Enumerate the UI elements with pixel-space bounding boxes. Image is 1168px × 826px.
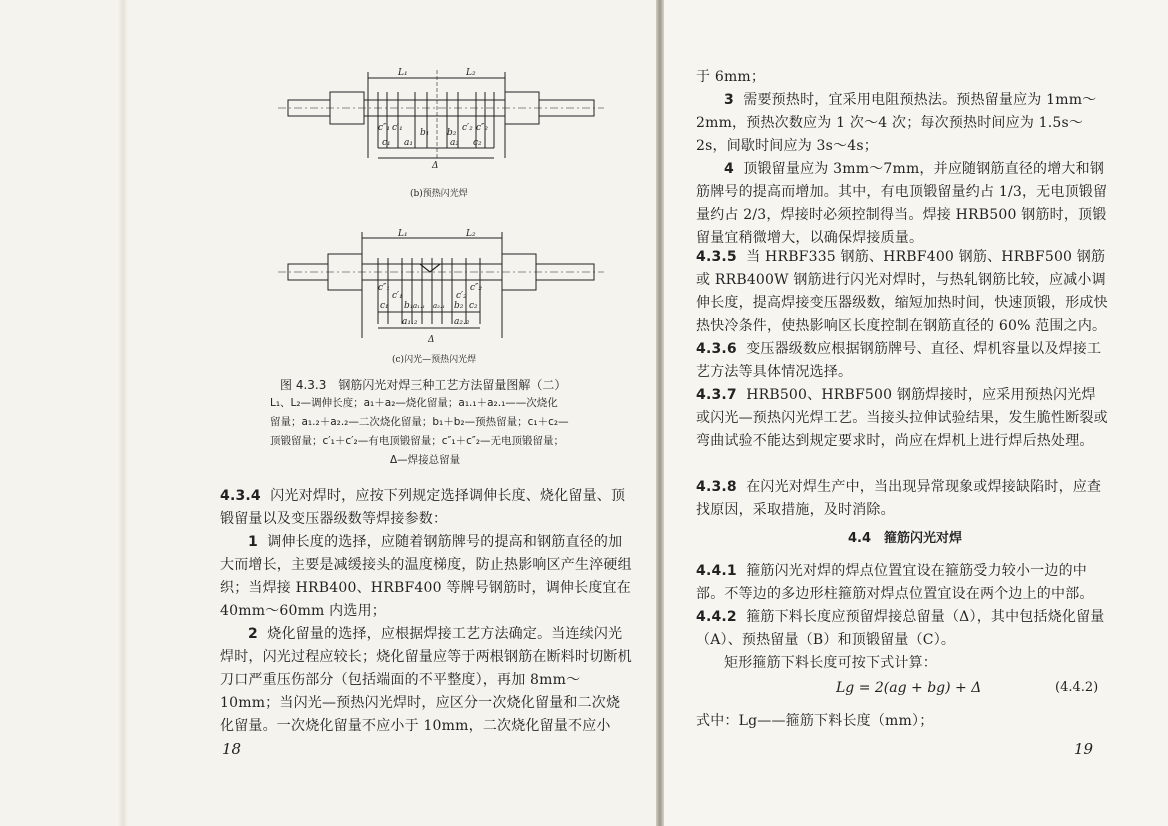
label-c1p-c: c′₁ — [392, 291, 403, 301]
item-3 — [696, 89, 1108, 158]
label-delta-c: Δ — [428, 335, 435, 345]
item-1 — [220, 531, 632, 623]
item-text: 烧化留量的选择，应根据焊接工艺方法确定。当连续闪光焊时，闪光过程应较长；烧化留量应等于两根钢筋在断料时切断机刀口严重压伤部分（包括端面的不平整度），再加 8mm～10mm；当闪光—预热闪光焊时，应区分一次烧化留量和二次烧化留量。一次烧化留量不应小于 10mm，二次烧化留量不应小 — [220, 626, 632, 734]
section-heading: 4.4 箍筋闪光对焊 — [848, 531, 963, 546]
clause-text: 箍筋闪光对焊的焊点位置宜设在箍筋受力较小一边的中部。不等边的多边形柱箍筋对焊点位置宜设在两个边上的中部。 — [696, 563, 1094, 602]
formula: Lg = 2(ag + bg) + Δ — [836, 680, 982, 696]
figure-c-diagram — [270, 228, 610, 358]
clause-text: 变压器级数应根据钢筋牌号、直径、焊机容量以及焊接工艺方法等具体情况选择。 — [696, 341, 1102, 380]
where-line: 式中：Lg——箍筋下料长度（mm）； — [696, 713, 934, 729]
label-b2: b₂ — [447, 128, 457, 138]
clause-number: 4.3.7 — [696, 387, 737, 403]
label-c1pp-c: c″₁ — [378, 283, 391, 293]
label-c1pp: c″₁ — [378, 123, 391, 133]
label-delta: Δ — [432, 161, 439, 171]
item-text: 调伸长度的选择，应随着钢筋牌号的提高和钢筋直径的加大而增长，主要是减缓接头的温度梯度，防止热影响区产生淬硬组织；当焊接 HRB400、HRBF400 等牌号钢筋时，调伸长度宜在 40mm～60mm 内选用； — [220, 534, 632, 619]
clause-4-4-1 — [696, 560, 1108, 606]
page-number-left: 18 — [222, 740, 242, 758]
label-a11-c: a₁.₁ — [413, 302, 426, 310]
clause-number: 4.3.8 — [696, 479, 737, 495]
clause-4-3-4 — [220, 485, 632, 531]
legend-line: 顶锻留量；c′₁＋c′₂—有电顶锻留量；c″₁＋c″₂—无电顶锻留量； — [270, 435, 565, 447]
clause-number: 4.3.5 — [696, 249, 737, 265]
label-a21-c: a₂.₁ — [433, 302, 446, 310]
label-b2-c: b₂ — [454, 301, 464, 311]
clause-text: 在闪光对焊生产中，当出现异常现象或焊接缺陷时，应查找原因，采取措施，及时消除。 — [696, 479, 1102, 518]
label-L1-c: L₁ — [398, 229, 408, 239]
label-c2pp-c: c″₂ — [470, 283, 483, 293]
label-b1-c: b₁ — [404, 301, 414, 311]
clause-number: 4.3.6 — [696, 341, 737, 357]
label-a2: a₂ — [450, 138, 459, 148]
label-c2p: c′₂ — [462, 123, 473, 133]
clause-text: 当 HRBF335 钢筋、HRBF400 钢筋、HRBF500 钢筋或 RRB400W 钢筋进行闪光对焊时，与热轧钢筋比较，应减小调伸长度，提高焊接变压器级数，缩短加热时间，快速顶锻，形成快热快冷条件，使热影响区长度控制在钢筋直径的 60% 范围之内。 — [696, 249, 1108, 334]
clause-number: 4.4.2 — [696, 609, 737, 625]
item-text: 顶锻留量应为 3mm～7mm，并应随钢筋直径的增大和钢筋牌号的提高而增加。其中，有电顶锻留量约占 1/3，无电顶锻留量约占 2/3，焊接时必须控制得当。焊接 HRB500 钢筋时，顶锻留量宜稍微增大，以确保焊接质量。 — [696, 161, 1108, 246]
formula-number: (4.4.2) — [1055, 680, 1099, 695]
label-L2-c: L₂ — [466, 229, 476, 239]
clause-4-3-8 — [696, 476, 1108, 522]
item-number: 1 — [248, 534, 258, 550]
figure-b-diagram — [270, 62, 610, 187]
clause-text: 闪光对焊时，应按下列规定选择调伸长度、烧化留量、顶锻留量以及变压器级数等焊接参数： — [220, 488, 626, 527]
legend-line: L₁、L₂—调伸长度；a₁＋a₂—烧化留量；a₁.₁＋a₂.₁——次烧化 — [270, 397, 558, 409]
binding-shadow — [118, 0, 128, 826]
clause-4-3-7 — [696, 384, 1108, 453]
item-2 — [220, 623, 632, 738]
legend-line: 留量；a₁.₂＋a₂.₂—二次烧化留量；b₁＋b₂—预热留量；c₁＋c₂— — [270, 416, 569, 428]
item-text: 需要预热时，宜采用电阻预热法。预热留量应为 1mm～2mm，预热次数应为 1 次～4 次；每次预热时间应为 1.5s～2s，间歇时间应为 3s～4s； — [696, 92, 1097, 154]
figure-b-caption: (b)预热闪光焊 — [410, 189, 468, 199]
label-c1p: c′₁ — [392, 123, 403, 133]
label-L1: L₁ — [398, 68, 408, 78]
figure-c-caption: (c)闪光—预热闪光焊 — [392, 355, 477, 365]
clause-text: HRB500、HRBF500 钢筋焊接时，应采用预热闪光焊或闪光—预热闪光焊工艺。当接头拉伸试验结果，发生脆性断裂或弯曲试验不能达到规定要求时，尚应在焊机上进行焊后热处理。 — [696, 387, 1108, 449]
continued-line: 于 6mm； — [696, 69, 766, 85]
label-c2pp: c″₂ — [476, 123, 489, 133]
label-b1: b₁ — [420, 128, 430, 138]
clause-4-4-2 — [696, 606, 1108, 652]
label-a22-c: a₂.₂ — [454, 317, 470, 327]
item-number: 2 — [248, 626, 258, 642]
label-a12-c: a₁.₂ — [402, 317, 418, 327]
page-number-right: 19 — [1074, 740, 1094, 758]
clause-text: 箍筋下料长度应预留焊接总留量（Δ），其中包括烧化留量（A）、预热留量（B）和顶锻留量（C）。 — [696, 609, 1105, 648]
formula-intro: 矩形箍筋下料长度可按下式计算： — [724, 655, 937, 671]
clause-4-3-5 — [696, 246, 1108, 338]
label-c2-c: c₂ — [469, 301, 478, 311]
clause-number: 4.3.4 — [220, 488, 261, 504]
clause-4-3-6 — [696, 338, 1108, 384]
item-number: 4 — [724, 161, 734, 177]
label-c2p-c: c′₂ — [456, 291, 467, 301]
label-c2: c₂ — [473, 138, 482, 148]
figure-title: 图 4.3.3 钢筋闪光对焊三种工艺方法留量图解（二） — [280, 378, 567, 392]
item-number: 3 — [724, 92, 734, 108]
clause-number: 4.4.1 — [696, 563, 737, 579]
label-c1: c₁ — [382, 138, 391, 148]
label-L2: L₂ — [466, 68, 476, 78]
label-c1-c: c₁ — [380, 301, 389, 311]
figure-legend — [270, 394, 600, 470]
book-gutter — [656, 0, 664, 826]
legend-line: Δ—焊接总留量 — [390, 454, 461, 466]
label-a1: a₁ — [404, 138, 413, 148]
item-4 — [696, 158, 1108, 250]
